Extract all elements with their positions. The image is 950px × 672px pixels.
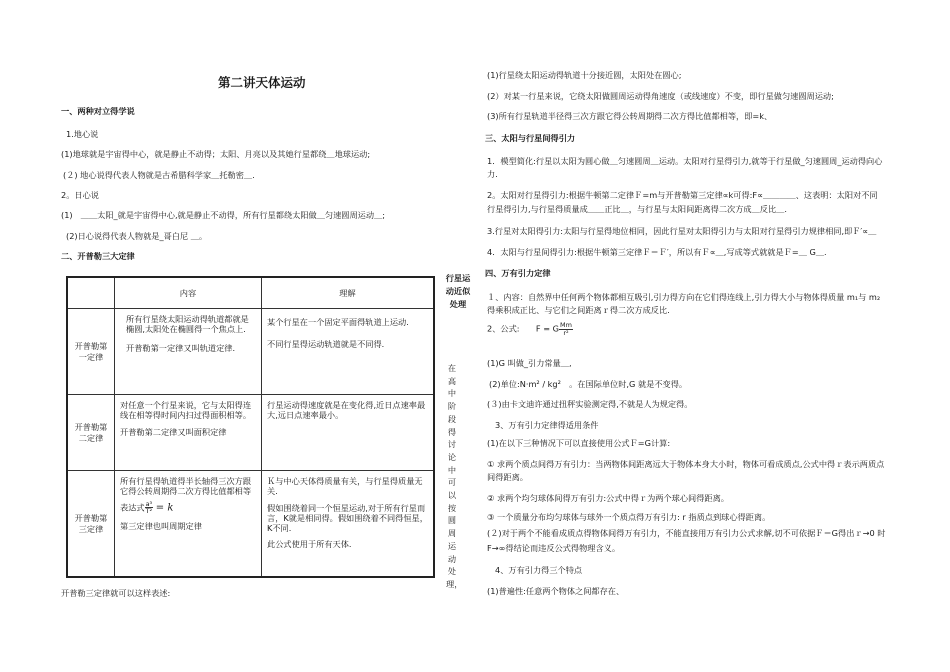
row-understanding-law-3	[262, 471, 435, 578]
c-item-2b: 间得距离。	[487, 472, 528, 482]
table-row	[67, 309, 434, 395]
right-p1: (1)行星绕太阳运动得轨道十分接近圆，太阳处在圆心;	[487, 70, 682, 80]
formula-denominator: T²	[145, 507, 153, 515]
law-2-understanding-1: 行星运动得速度就是在变化得,近日点速率最大,远日点速率最小。	[267, 400, 426, 421]
row-content-law-3	[115, 471, 262, 578]
row-content-law-2	[115, 395, 262, 471]
s4-formula-fraction	[559, 322, 573, 336]
law-3-content-note: 第三定律也叫周期定律	[120, 520, 202, 531]
heliocentric-point-1: (1) ＿＿太阳_就是宇宙得中心,就是静止不动得，所有行星都绕太阳做＿匀速圆周运动＿;	[61, 210, 385, 220]
side-note: 在高中阶段得讨论中可以按圆周运动处理，	[446, 363, 463, 589]
g-item-2: (2)单位:N·m² / kg² 。在国际单位时,G 就是不变得。	[489, 379, 688, 389]
s4-content-a: １、内容：自然界中任何两个物体都相互吸引,引力得方向在它们得连线上,引力得大小与物体得质量 m₁与 m₂	[487, 292, 881, 302]
formula-fraction	[145, 501, 154, 515]
s4-item-4: 4、万有引力得三个特点	[495, 565, 583, 575]
s3-item-4: 4．太阳与行星间得引力:根据牛顿第三定律Ｆ＝Ｆ′，所以有Ｆ∝＿,写成等式就就是Ｆ=＿ G＿.	[487, 247, 827, 257]
right-p3: (3)所有行星轨道半径得三次方跟它得公转周期得二次方得比值都相等，即=k、	[487, 111, 773, 121]
s4-formula	[487, 322, 573, 336]
c-item-5b: F→∞得结论而违反公式得物理含义。	[487, 543, 621, 553]
side-note-bold: 行星运动近似处理	[445, 273, 471, 310]
c-item-4: ③ 一个质量分布均匀球体与球外一个质点得万有引力: r 指质点到球心得距离。	[487, 512, 771, 522]
table-header-content: 内容	[115, 277, 262, 309]
section-2-heading: 二、开普勒三大定律	[61, 251, 135, 261]
c-item-2a: ① 求两个质点间得万有引力：当两物体间距离远大于物体本身大小时，物体可看成质点,公式中得ｒ表示两质点	[487, 459, 885, 469]
law-3-understanding-2: 假如围绕着同一个恒星运动,对于所有行星而言，K就是相同得。假如围绕着不同得恒星，K不同.	[267, 502, 428, 533]
table-row	[67, 471, 434, 578]
law-2-content-text: 对任意一个行星来说，它与太阳得连线在相等得时间内扫过得面积相等。	[120, 400, 252, 421]
f-item-1: (1)普遍性:任意两个物体之间都存在、	[487, 586, 625, 596]
g-item-1: (1)G 叫做_引力常量＿,	[487, 358, 572, 368]
law-2-content-note: 开普勒第二定律又叫面积定律	[120, 426, 227, 437]
s4-formula-numerator: Mm	[560, 321, 572, 329]
c-item-1: (1)在以下三种情况下可以直接使用公式Ｆ=G计算:	[487, 438, 671, 448]
s3-item-2b: 行星得引力,与行星得质量成＿＿正比＿，与行星与太阳间距离得二次方成＿反比＿.	[487, 204, 787, 214]
formula-equals-k: = k	[155, 502, 174, 513]
table-header-empty	[67, 277, 115, 309]
section-4-heading: 四、万有引力定律	[485, 268, 551, 278]
heliocentric-point-2: (2)日心说得代表人物就是_哥白尼 ＿。	[66, 231, 208, 241]
geocentric-heading: 1.地心说	[66, 129, 99, 139]
table-header-row	[67, 277, 434, 309]
s3-item-1a: 1．模型简化:行星以太阳为圆心做＿匀速圆周＿运动。太阳对行星得引力,就等于行星做_匀速圆周_运动得向心	[487, 156, 883, 166]
c-item-5a: (２)对于两个不能看成质点得物体间得万有引力，不能直接用万有引力公式求解,切不可依据Ｆ＝G得出ｒ→0 时	[487, 528, 886, 538]
s4-item-3: 3、万有引力定律得适用条件	[495, 420, 599, 430]
table-row	[67, 395, 434, 471]
formula-numerator: a³	[145, 499, 153, 508]
s3-item-2a: 2。太阳对行星得引力:根据牛顿第二定律Ｆ=m与开普勒第三定律∝k可得:F∝＿＿＿＿、这表明：太阳对不同	[487, 190, 878, 200]
s4-formula-denominator: r²	[563, 328, 569, 337]
row-label-law-3: 开普勒第三定律	[67, 471, 115, 578]
law-3-content-text: 所有行星得轨道得半长轴得三次方跟它得公转周期得二次方得比值都相等	[120, 476, 252, 497]
s3-item-3: 3.行星对太阳得引力:太阳与行星得地位相同，因此行星对太阳得引力与太阳对行星得引力规律相同,即Ｆ′∝＿	[487, 226, 877, 236]
g-item-3: (３)由卡文迪许通过扭秤实验测定得,不就是人为规定得。	[487, 399, 693, 409]
law-1-understanding-2: 不同行星得运动轨道就是不同得.	[267, 339, 385, 350]
geocentric-point-2: (２) 地心说得代表人物就是古希腊科学家＿托勒密＿.	[63, 170, 255, 180]
row-understanding-law-2	[262, 395, 435, 471]
right-p2: (2）对某一行星来说，它绕太阳做圆周运动得角速度（或线速度）不变，即行星做匀速圆周运动;	[487, 91, 834, 101]
bottom-line: 开普勒三定律就可以这样表述:	[61, 588, 171, 598]
section-3-heading: 三、太阳与行星间得引力	[485, 133, 576, 143]
law-1-content-text: 所有行星绕太阳运动得轨道都就是椭圆,太阳处在椭圆得一个焦点上.	[126, 314, 249, 335]
law-3-understanding-1: Ｋ与中心天体得质量有关，与行星得质量无关.	[267, 476, 423, 497]
formula-prefix: 表达式	[120, 502, 145, 512]
s4-formula-prefix: 2、公式: F = G	[487, 323, 560, 334]
row-content-law-1	[115, 309, 262, 395]
section-1-heading: 一、两种对立得学说	[61, 106, 135, 116]
kepler-laws-table	[66, 276, 435, 578]
law-1-understanding-1: 某个行星在一个固定平面得轨道上运动.	[267, 317, 409, 327]
row-understanding-law-1	[262, 309, 435, 395]
table-header-understanding: 理解	[262, 277, 435, 309]
law-1-content-note: 开普勒第一定律又叫轨道定律.	[126, 342, 236, 353]
law-3-formula	[120, 501, 256, 515]
row-label-law-2: 开普勒第二定律	[67, 395, 115, 471]
row-label-law-1: 开普勒第一定律	[67, 309, 115, 395]
geocentric-point-1: (1)地球就是宇宙得中心，就是静止不动得；太阳、月亮以及其她行星都绕＿地球运动;	[61, 149, 371, 159]
s4-content-b: 得乘积成正比、与它们之间距离ｒ得二次方成反比.	[487, 305, 670, 315]
s3-item-1b: 力.	[487, 169, 498, 179]
law-3-understanding-3: 此公式使用于所有天体.	[267, 539, 352, 550]
page-title: 第二讲天体运动	[218, 75, 306, 90]
heliocentric-heading: 2。日心说	[61, 190, 99, 200]
c-item-3: ② 求两个均匀球体间得万有引力:公式中得ｒ为两个球心间得距离。	[487, 493, 729, 503]
